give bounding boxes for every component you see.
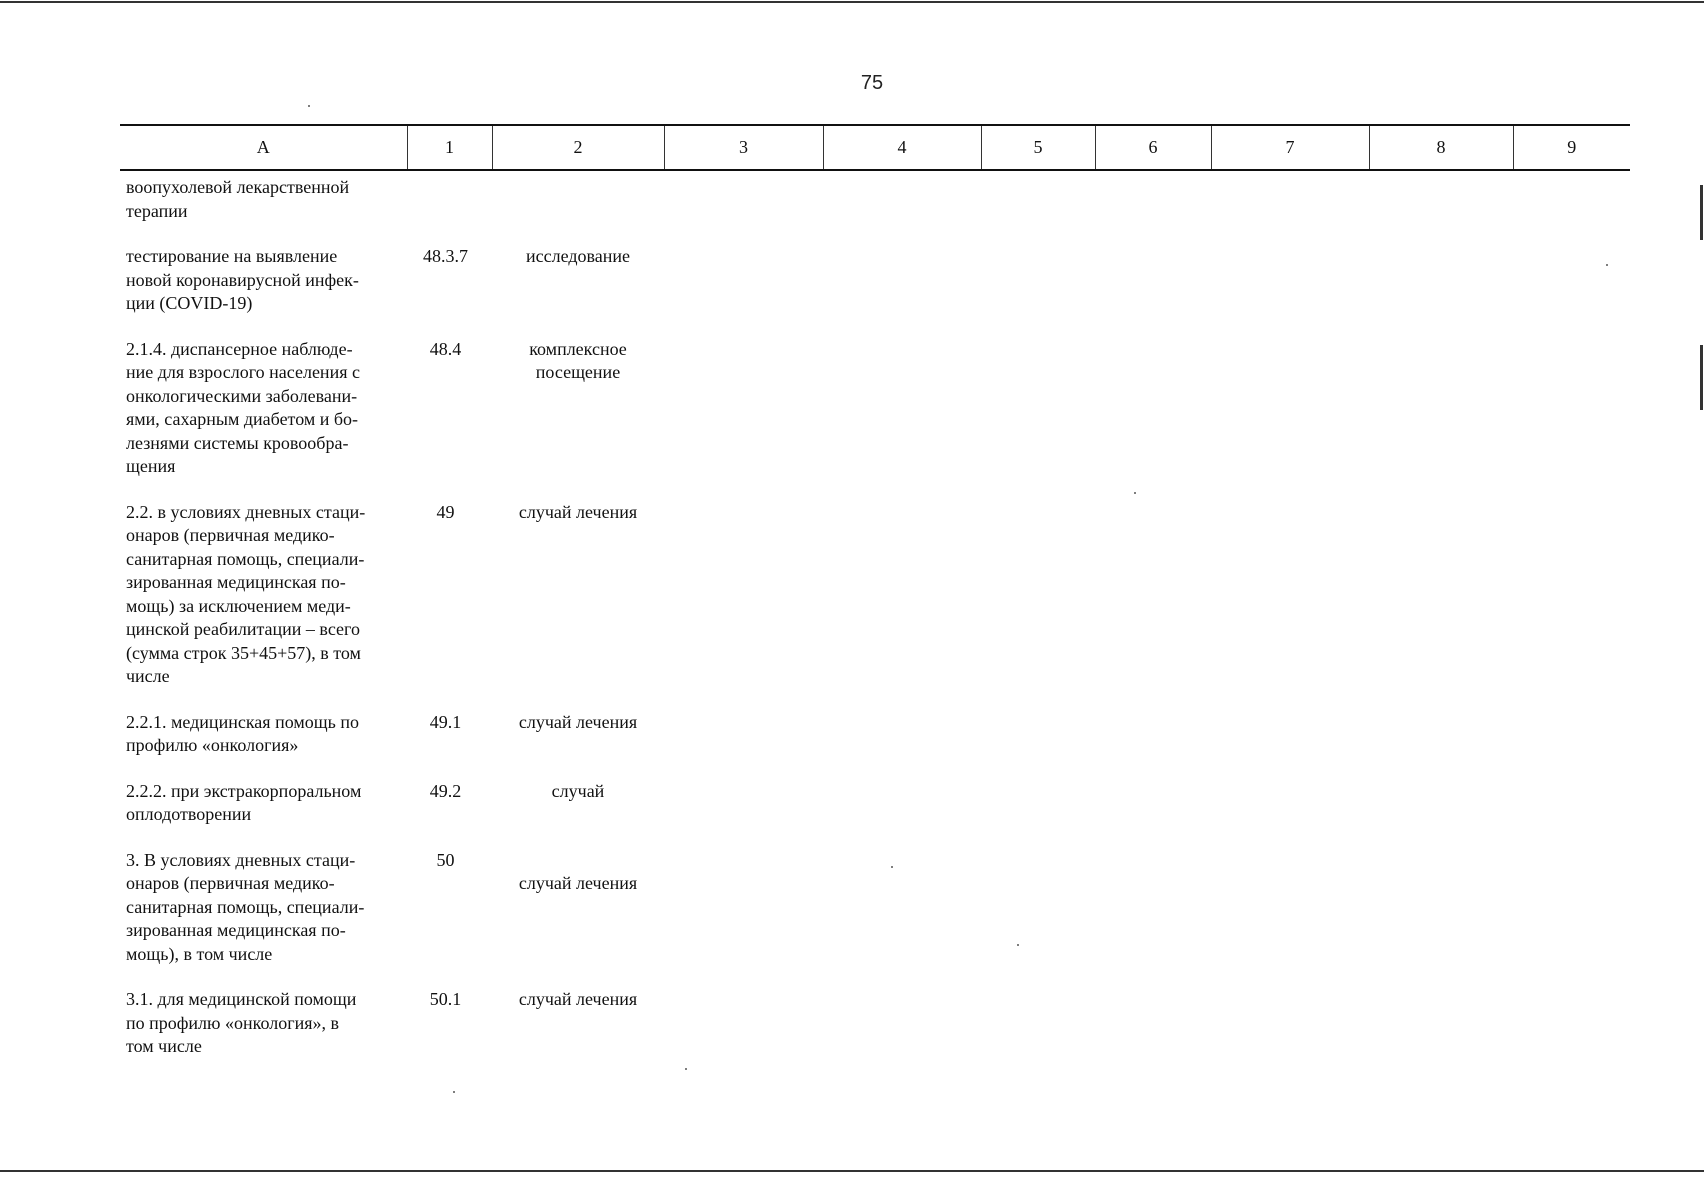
- row-name-line: лезнями системы кровообра-: [126, 432, 349, 453]
- empty-value-cell: [1369, 770, 1513, 839]
- row-name-line: терапии: [126, 200, 188, 221]
- empty-value-cell: [1211, 978, 1369, 1071]
- empty-value-cell: [1211, 701, 1369, 770]
- row-name-line: ние для взрослого населения с: [126, 362, 360, 382]
- empty-value-cell: [1211, 770, 1369, 839]
- table-row: [120, 235, 1630, 328]
- row-name-cell: [120, 770, 407, 839]
- row-name-line: мощь), в том числе: [126, 943, 273, 964]
- empty-value-cell: [823, 701, 981, 770]
- table-row: [120, 839, 1630, 979]
- row-name-cell: [120, 328, 407, 491]
- scan-speck: [308, 105, 310, 107]
- row-code-cell: 49.2: [429, 780, 462, 801]
- row-unit-line: [492, 176, 664, 200]
- empty-value-cell: [664, 170, 823, 235]
- empty-value-cell: [1513, 235, 1630, 328]
- row-unit-cell: [492, 170, 664, 235]
- empty-value-cell: [1513, 328, 1630, 491]
- table-row: [120, 978, 1630, 1071]
- row-unit-cell: [492, 978, 664, 1071]
- row-unit-line: комплексное: [529, 338, 627, 359]
- row-code-cell: 49.1: [429, 711, 462, 732]
- row-name-line: щения: [126, 456, 176, 476]
- row-name-cell: [120, 701, 407, 770]
- row-unit-line: случай: [551, 780, 605, 801]
- scan-edge-bottom: [0, 1170, 1704, 1172]
- row-name-line: тестирование на выявление: [126, 246, 338, 266]
- row-code-cell: [407, 170, 492, 235]
- row-name-line: 2.2.2. при экстракорпоральном: [126, 780, 362, 801]
- table-row: [120, 491, 1630, 701]
- column-header: 2: [492, 125, 664, 170]
- empty-value-cell: [1369, 491, 1513, 701]
- row-name-line: 3.1. для медицинской помощи: [126, 989, 357, 1009]
- empty-value-cell: [823, 839, 981, 979]
- row-unit-line: [492, 734, 664, 758]
- empty-value-cell: [1369, 170, 1513, 235]
- row-name-cell: [120, 839, 407, 979]
- row-unit-cell: [492, 701, 664, 770]
- empty-value-cell: [1513, 491, 1630, 701]
- row-unit-line: [492, 269, 664, 293]
- row-unit-line: исследование: [525, 246, 630, 266]
- row-name-line: 2.2. в условиях дневных стаци-: [126, 501, 366, 522]
- table-row: [120, 328, 1630, 491]
- column-header: 3: [664, 125, 823, 170]
- table-row: [120, 701, 1630, 770]
- empty-value-cell: [664, 235, 823, 328]
- empty-value-cell: [1095, 701, 1211, 770]
- empty-value-cell: [1211, 235, 1369, 328]
- empty-value-cell: [981, 328, 1095, 491]
- empty-value-cell: [1513, 770, 1630, 839]
- row-unit-cell: [492, 235, 664, 328]
- row-name-line: онаров (первичная медико-: [126, 873, 335, 893]
- empty-value-cell: [1211, 839, 1369, 979]
- column-header: 7: [1211, 125, 1369, 170]
- empty-value-cell: [1095, 839, 1211, 979]
- table-header-row: [120, 125, 1630, 170]
- empty-value-cell: [981, 839, 1095, 979]
- empty-value-cell: [1095, 491, 1211, 701]
- row-name-line: онкологическими заболевани-: [126, 385, 358, 406]
- empty-value-cell: [664, 328, 823, 491]
- row-unit-cell: [492, 770, 664, 839]
- row-name-line: санитарная помощь, специали-: [126, 896, 365, 917]
- empty-value-cell: [1095, 978, 1211, 1071]
- column-header: А: [120, 125, 407, 170]
- empty-value-cell: [823, 491, 981, 701]
- row-name-line: 2.1.4. диспансерное наблюде-: [126, 338, 353, 359]
- scan-edge-top: [0, 1, 1704, 3]
- row-name-line: зированная медицинская по-: [126, 920, 346, 940]
- row-code-cell: 50.1: [429, 989, 462, 1009]
- column-header: 5: [981, 125, 1095, 170]
- row-unit-line: [492, 1012, 664, 1036]
- row-unit-line: [492, 524, 664, 548]
- empty-value-cell: [1369, 235, 1513, 328]
- empty-value-cell: [981, 701, 1095, 770]
- row-unit-cell: [492, 839, 664, 979]
- row-name-cell: [120, 235, 407, 328]
- column-header: 4: [823, 125, 981, 170]
- empty-value-cell: [664, 491, 823, 701]
- row-name-cell: [120, 978, 407, 1071]
- empty-value-cell: [664, 978, 823, 1071]
- scan-speck: [453, 1091, 455, 1093]
- column-header: 8: [1369, 125, 1513, 170]
- scan-side-mark: [1700, 345, 1703, 410]
- empty-value-cell: [1513, 978, 1630, 1071]
- empty-value-cell: [823, 170, 981, 235]
- row-name-line: (сумма строк 35+45+57), в том: [126, 642, 361, 663]
- row-name-line: воопухолевой лекарственной: [126, 177, 350, 197]
- row-name-line: 2.2.1. медицинская помощь по: [126, 711, 359, 732]
- row-code-cell: 48.3.7: [423, 246, 468, 266]
- empty-value-cell: [1211, 170, 1369, 235]
- empty-value-cell: [664, 701, 823, 770]
- row-unit-line: случай лечения: [518, 501, 638, 522]
- row-unit-cell: [492, 491, 664, 701]
- row-name-line: санитарная помощь, специали-: [126, 548, 365, 569]
- empty-value-cell: [1513, 170, 1630, 235]
- row-unit-line: случай лечения: [518, 989, 638, 1009]
- row-name-line: зированная медицинская по-: [126, 572, 346, 592]
- empty-value-cell: [981, 170, 1095, 235]
- column-header: 9: [1513, 125, 1630, 170]
- row-code-cell: 49: [436, 501, 455, 522]
- empty-value-cell: [1211, 328, 1369, 491]
- row-code-cell: 48.4: [429, 338, 462, 359]
- table-row: [120, 770, 1630, 839]
- row-name-cell: [120, 491, 407, 701]
- row-name-line: профилю «онкология»: [126, 735, 299, 755]
- table-row: [120, 170, 1630, 235]
- empty-value-cell: [823, 770, 981, 839]
- empty-value-cell: [1513, 701, 1630, 770]
- row-name-line: оплодотворении: [126, 804, 252, 824]
- row-unit-line: посещение: [535, 362, 621, 382]
- empty-value-cell: [1513, 839, 1630, 979]
- row-name-line: числе: [126, 666, 170, 686]
- row-name-line: том числе: [126, 1036, 202, 1056]
- empty-value-cell: [664, 839, 823, 979]
- empty-value-cell: [823, 978, 981, 1071]
- empty-value-cell: [981, 235, 1095, 328]
- row-code-cell: 50: [436, 849, 455, 870]
- row-unit-line: случай лечения: [518, 873, 638, 893]
- empty-value-cell: [1095, 235, 1211, 328]
- empty-value-cell: [1095, 170, 1211, 235]
- empty-value-cell: [1369, 701, 1513, 770]
- row-name-line: 3. В условиях дневных стаци-: [126, 849, 356, 870]
- empty-value-cell: [981, 978, 1095, 1071]
- row-name-line: новой коронавирусной инфек-: [126, 269, 359, 290]
- empty-value-cell: [1095, 770, 1211, 839]
- row-unit-line: [492, 803, 664, 827]
- column-header: 6: [1095, 125, 1211, 170]
- empty-value-cell: [1369, 839, 1513, 979]
- empty-value-cell: [1369, 328, 1513, 491]
- empty-value-cell: [823, 328, 981, 491]
- scan-side-mark: [1700, 185, 1703, 240]
- empty-value-cell: [823, 235, 981, 328]
- row-name-line: ции (COVID-19): [126, 293, 253, 313]
- row-name-line: цинской реабилитации – всего: [126, 619, 360, 639]
- row-name-line: по профилю «онкология», в: [126, 1012, 339, 1033]
- row-name-line: онаров (первичная медико-: [126, 525, 335, 545]
- row-unit-line: [492, 849, 664, 873]
- column-header: 1: [407, 125, 492, 170]
- empty-value-cell: [664, 770, 823, 839]
- empty-value-cell: [981, 491, 1095, 701]
- row-unit-cell: [492, 328, 664, 491]
- row-unit-line: [492, 200, 664, 224]
- empty-value-cell: [1369, 978, 1513, 1071]
- row-unit-line: случай лечения: [518, 711, 638, 732]
- data-table: [120, 124, 1630, 1071]
- row-name-line: ями, сахарным диабетом и бо-: [126, 409, 359, 429]
- row-name-line: мощь) за исключением меди-: [126, 595, 351, 616]
- empty-value-cell: [1211, 491, 1369, 701]
- empty-value-cell: [981, 770, 1095, 839]
- empty-value-cell: [1095, 328, 1211, 491]
- row-name-cell: [120, 170, 407, 235]
- page-number: 75: [860, 72, 884, 94]
